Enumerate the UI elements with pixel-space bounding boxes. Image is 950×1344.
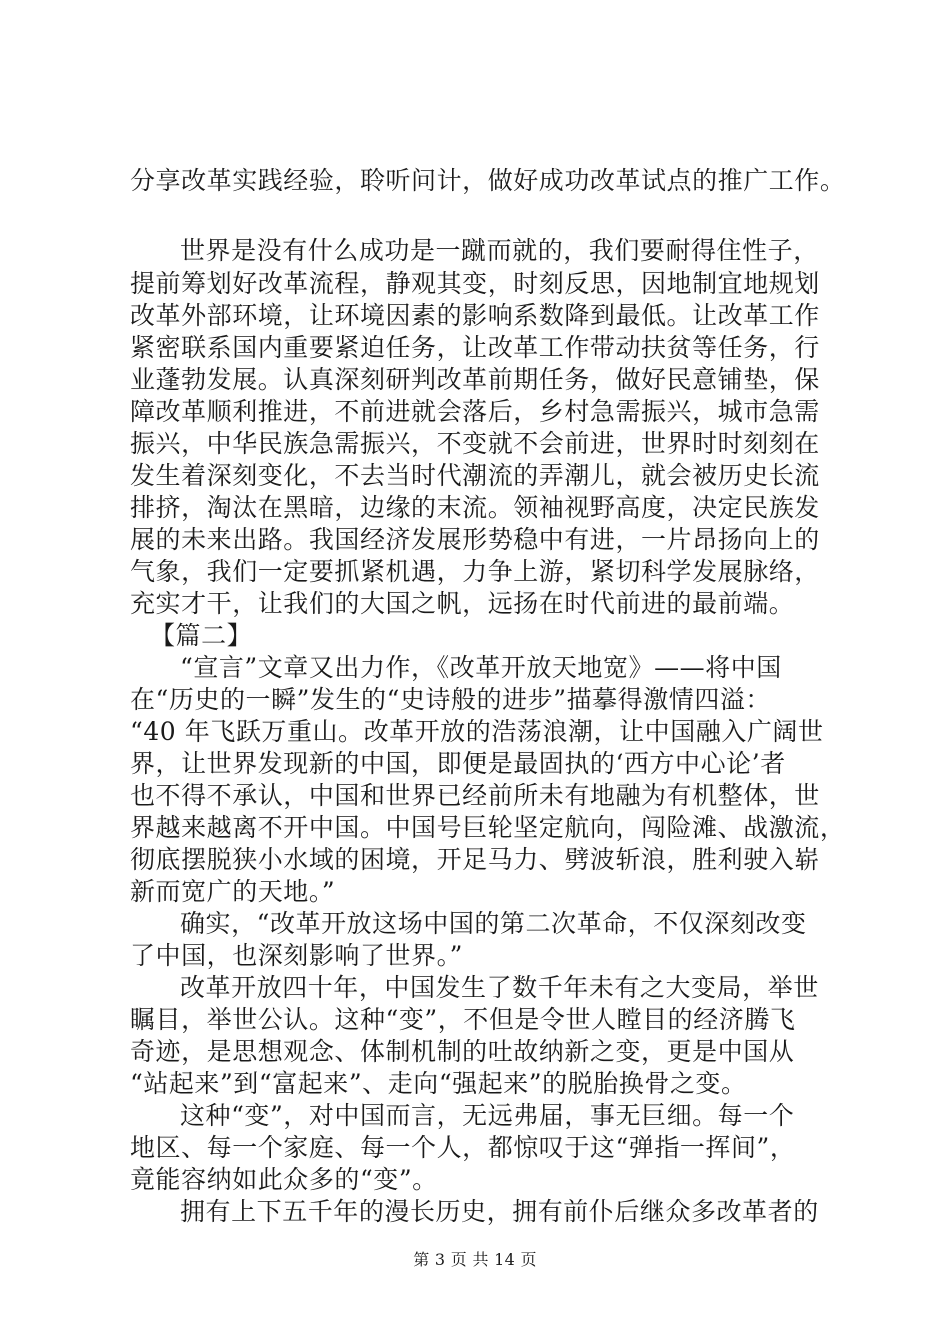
text-line: 振兴，中华民族急需振兴，不变就不会前进，世界时时刻刻在: [130, 429, 820, 458]
text-line: 这种“变”，对中国而言，无远弗届，事无巨细。每一个: [180, 1101, 795, 1130]
text-line: 在“历史的一瞬”发生的“史诗般的进步”描摹得激情四溢：: [130, 685, 771, 714]
text-line: “宣言”文章又出力作，《改革开放天地宽》——将中国: [180, 653, 782, 682]
text-line: 拥有上下五千年的漫长历史，拥有前仆后继众多改革者的: [180, 1197, 819, 1226]
text-line: 分享改革实践经验，聆听问计，做好成功改革试点的推广工作。: [130, 166, 846, 195]
text-line: 也不得不承认，中国和世界已经前所未有地融为有机整体，世: [130, 781, 820, 810]
text-line: 改革开放四十年，中国发生了数千年未有之大变局，举世: [180, 973, 819, 1002]
text-line: 发生着深刻变化，不去当时代潮流的弄潮儿，就会被历史长流: [130, 461, 820, 490]
text-line: 奇迹，是思想观念、体制机制的吐故纳新之变，更是中国从: [130, 1037, 795, 1066]
text-line: 界越来越离不开中国。中国号巨轮坚定航向，闯险滩、战激流，: [130, 813, 846, 842]
text-line: “站起来”到“富起来”、走向“强起来”的脱胎换骨之变。: [130, 1069, 747, 1098]
text-line: 彻底摆脱狭小水域的困境，开足马力、劈波斩浪，胜利驶入崭: [130, 845, 820, 874]
text-line: “40 年飞跃万重山。改革开放的浩荡浪潮，让中国融入广阔世: [130, 717, 824, 746]
text-line: 了中国，也深刻影响了世界。”: [130, 941, 463, 970]
text-line: 展的未来出路。我国经济发展形势稳中有进，一片昂扬向上的: [130, 525, 820, 554]
text-line: 气象，我们一定要抓紧机遇，力争上游，紧切科学发展脉络，: [130, 557, 820, 586]
text-line: 障改革顺利推进，不前进就会落后，乡村急需振兴，城市急需: [130, 397, 820, 426]
text-line: 提前筹划好改革流程，静观其变，时刻反思，因地制宜地规划: [130, 269, 820, 298]
text-line: 紧密联系国内重要紧迫任务，让改革工作带动扶贫等任务，行: [130, 333, 820, 362]
text-line: 世界是没有什么成功是一蹴而就的，我们要耐得住性子，: [180, 236, 819, 265]
text-line: 改革外部环境，让环境因素的影响系数降到最低。让改革工作: [130, 301, 820, 330]
text-line: 界，让世界发现新的中国，即便是最固执的‘西方中心论’者: [130, 749, 786, 778]
text-line: 业蓬勃发展。认真深刻研判改革前期任务，做好民意铺垫，保: [130, 365, 820, 394]
text-line: 竟能容纳如此众多的“变”。: [130, 1165, 438, 1194]
text-line: 新而宽广的天地。”: [130, 877, 336, 906]
page-footer: 第 3 页 共 14 页: [413, 1250, 537, 1269]
text-line: 地区、每一个家庭、每一个人，都惊叹于这“弹指一挥间”，: [130, 1133, 796, 1162]
text-line: 确实，“改革开放这场中国的第二次革命，不仅深刻改变: [180, 909, 807, 938]
text-line: 充实才干，让我们的大国之帆，远扬在时代前进的最前端。: [130, 589, 795, 618]
text-line: 排挤，淘汰在黑暗，边缘的末流。领袖视野高度，决定民族发: [130, 493, 820, 522]
text-line: 【篇二】: [150, 621, 253, 650]
text-line: 瞩目，举世公认。这种“变”，不但是令世人瞠目的经济腾飞: [130, 1005, 796, 1034]
